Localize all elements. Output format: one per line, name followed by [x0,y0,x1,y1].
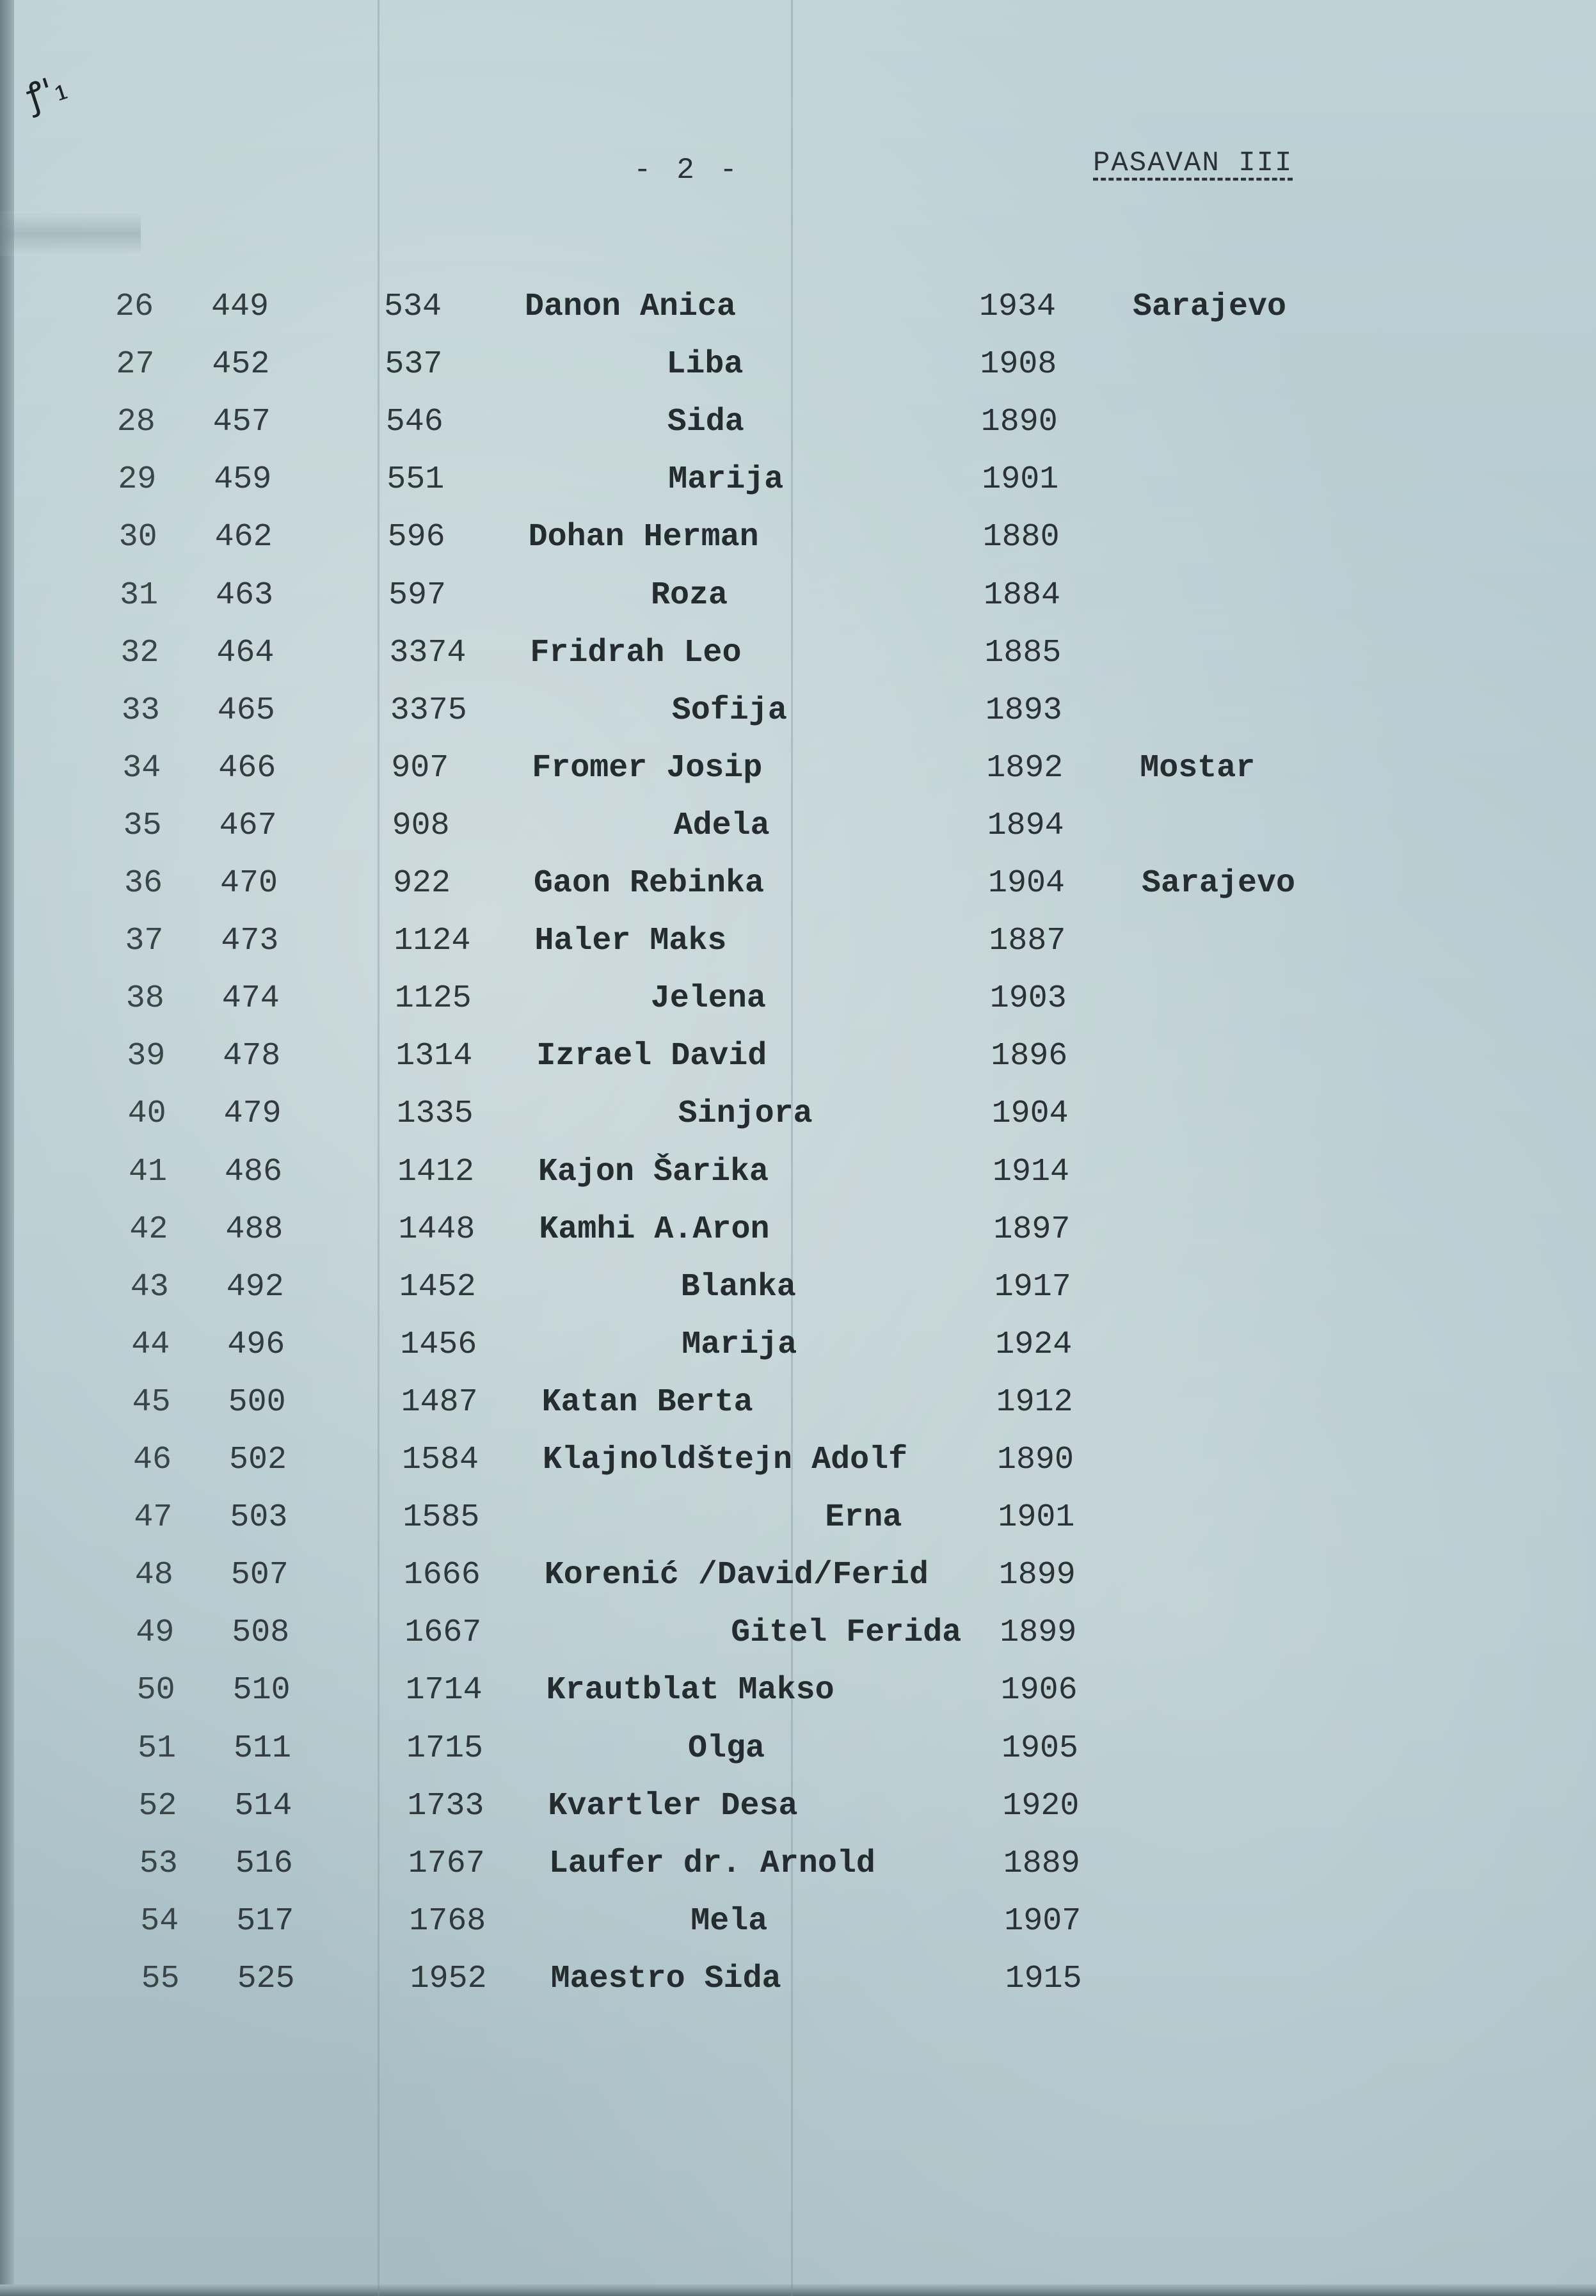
row-number: 49 [136,1614,175,1652]
row-number: 30 [118,519,157,556]
row-number: 50 [136,1672,175,1709]
person-name: Klajnoldštejn Adolf [543,1442,908,1478]
row-number: 42 [129,1211,168,1248]
record-number: 479 [223,1096,282,1133]
birth-year: 1889 [1003,1845,1080,1882]
birth-year: 1905 [1001,1730,1079,1767]
person-name: Gaon Rebinka [534,865,765,902]
birth-year: 1904 [991,1096,1069,1133]
file-number: 596 [387,519,445,556]
paper-fold-shadow [0,211,141,256]
birth-year: 1934 [979,289,1057,325]
file-number: 907 [391,749,449,786]
person-name: Fridrah Leo [530,634,742,671]
person-name: Erna [825,1499,902,1536]
person-name: Marija [682,1326,797,1363]
birth-year: 1915 [1005,1960,1082,1997]
person-name: Marija [668,461,784,498]
record-number: 470 [220,865,278,902]
series-title: PASAVAN III [1093,147,1293,179]
birth-year: 1904 [988,865,1065,902]
person-name: Blanka [680,1268,796,1305]
record-number: 525 [237,1960,295,1997]
table-row [24,1842,1596,1886]
record-number: 511 [234,1730,292,1767]
place-name: Sarajevo [1142,865,1296,902]
table-row [9,861,1596,906]
row-number: 55 [141,1960,180,1997]
birth-year: 1890 [980,404,1058,441]
row-number: 53 [139,1845,178,1882]
file-number: 1412 [397,1153,475,1190]
person-name: Liba [666,346,744,383]
table-row [4,573,1596,618]
record-number: 502 [229,1442,287,1478]
person-name: Kvartler Desa [548,1787,798,1824]
person-name: Adela [673,807,770,844]
record-number: 514 [234,1787,292,1824]
birth-year: 1893 [985,692,1062,729]
record-number: 516 [235,1845,293,1882]
table-row [14,1208,1596,1252]
birth-year: 1903 [989,980,1067,1017]
person-name: Krautblat Makso [546,1672,834,1709]
row-number: 52 [138,1787,177,1824]
birth-year: 1896 [991,1038,1068,1075]
file-number: 1733 [407,1787,484,1824]
row-number: 27 [116,346,155,383]
person-name: Katan Berta [541,1383,753,1421]
person-name: Dohan Herman [528,519,759,556]
birth-year: 1897 [993,1211,1071,1248]
table-row [8,804,1596,849]
record-number: 474 [221,980,280,1017]
record-number: 467 [219,807,277,844]
file-number: 1125 [394,980,472,1017]
file-number: 1584 [402,1442,479,1478]
record-number: 508 [232,1614,290,1652]
row-number: 29 [118,461,157,498]
table-row [26,1957,1596,2002]
person-name: Danon Anica [525,289,737,325]
row-number: 35 [123,807,162,844]
file-number: 1767 [408,1845,485,1882]
person-name: Roza [651,577,728,614]
record-number: 503 [230,1499,288,1536]
birth-year: 1901 [982,461,1059,498]
row-number: 36 [124,865,163,902]
table-row [13,1092,1596,1136]
page-number: - 2 - [634,154,742,187]
file-number: 1452 [399,1268,476,1305]
birth-year: 1924 [995,1326,1073,1363]
birth-year: 1887 [989,923,1066,960]
person-name: Mela [690,1902,768,1940]
record-number: 462 [214,519,273,556]
table-row [20,1611,1596,1655]
file-number: 1666 [403,1557,481,1594]
birth-year: 1899 [1000,1614,1077,1652]
person-name: Haler Maks [534,923,727,960]
table-row [5,631,1596,676]
record-number: 449 [211,289,269,325]
person-name: Izrael David [536,1038,767,1075]
person-name: Korenić /David/Ferid [544,1557,929,1594]
row-number: 37 [125,923,164,960]
file-number: 3374 [389,634,467,671]
birth-year: 1908 [980,346,1057,383]
record-number: 510 [232,1672,291,1709]
place-name: Sarajevo [1133,289,1287,325]
birth-year: 1914 [993,1153,1070,1190]
birth-year: 1920 [1002,1787,1080,1824]
row-number: 44 [131,1326,170,1363]
file-number: 1585 [403,1499,480,1536]
birth-year: 1892 [986,749,1064,786]
table-row [23,1784,1596,1829]
table-row [3,458,1596,502]
birth-year: 1907 [1004,1902,1081,1940]
file-number: 1714 [405,1672,483,1709]
file-number: 551 [387,461,445,498]
page-bottom-edge [0,2284,1596,2296]
record-number: 500 [228,1383,286,1421]
person-name: Sida [667,404,744,441]
birth-year: 1901 [998,1499,1075,1536]
file-number: 1667 [404,1614,482,1652]
birth-year: 1912 [996,1383,1073,1421]
table-row [11,977,1596,1021]
table-row [12,1034,1596,1079]
file-number: 1448 [398,1211,475,1248]
file-number: 1715 [406,1730,484,1767]
file-number: 534 [384,289,442,325]
table-row [22,1726,1596,1771]
table-row [19,1495,1596,1540]
file-number: 3375 [390,692,467,729]
record-number: 492 [226,1268,284,1305]
handwritten-mark: ꝭ'₁ [21,66,74,118]
row-number: 46 [133,1442,172,1478]
person-name: Maestro Sida [550,1960,781,1997]
row-number: 34 [122,749,161,786]
row-number: 54 [140,1902,179,1940]
record-number: 486 [225,1153,283,1190]
record-number: 466 [218,749,276,786]
record-number: 457 [212,404,271,441]
person-name: Olga [688,1730,765,1767]
record-number: 459 [214,461,272,498]
row-number: 43 [130,1268,169,1305]
person-name: Sinjora [678,1096,813,1133]
file-number: 1456 [400,1326,477,1363]
record-number: 517 [236,1902,294,1940]
birth-year: 1890 [997,1442,1074,1478]
record-number: 496 [227,1326,285,1363]
birth-year: 1906 [1000,1672,1078,1709]
table-row [16,1323,1596,1367]
person-name: Sofija [671,692,787,729]
table-row [1,342,1596,387]
birth-year: 1917 [994,1268,1071,1305]
file-number: 537 [385,346,443,383]
file-number: 597 [388,577,447,614]
row-number: 28 [116,404,156,441]
table-row [6,689,1596,733]
table-row [17,1380,1596,1425]
place-name: Mostar [1140,749,1256,786]
file-number: 1124 [394,923,471,960]
record-number: 488 [225,1211,283,1248]
file-number: 546 [385,404,443,441]
table-row [0,285,1596,330]
person-name: Kajon Šarika [538,1153,769,1190]
file-number: 1487 [401,1383,478,1421]
person-name: Gitel Ferida [731,1614,962,1652]
row-number: 47 [134,1499,173,1536]
record-number: 464 [216,634,275,671]
row-number: 45 [132,1383,171,1421]
table-row [20,1553,1596,1598]
person-name: Jelena [650,980,766,1017]
person-name: Kamhi A.Aron [539,1211,770,1248]
person-name: Fromer Josip [532,749,763,786]
table-row [22,1668,1596,1713]
table-row [7,746,1596,791]
row-number: 32 [120,634,159,671]
record-number: 478 [223,1038,281,1075]
row-number: 41 [129,1153,168,1190]
row-number: 26 [115,289,154,325]
person-name: Laufer dr. Arnold [548,1845,875,1882]
row-number: 39 [127,1038,166,1075]
record-number: 452 [212,346,270,383]
record-number: 473 [221,923,279,960]
row-number: 48 [134,1557,173,1594]
table-row [4,515,1596,560]
table-row [18,1438,1596,1483]
birth-year: 1899 [998,1557,1076,1594]
birth-year: 1884 [984,577,1061,614]
table-row [15,1265,1596,1310]
table-row [2,400,1596,445]
row-number: 33 [121,692,160,729]
row-number: 38 [125,980,164,1017]
row-number: 40 [127,1096,166,1133]
row-number: 51 [138,1730,177,1767]
birth-year: 1894 [987,807,1064,844]
table-row [13,1150,1596,1195]
table-row [10,919,1596,964]
file-number: 1768 [409,1902,486,1940]
file-number: 1314 [395,1038,473,1075]
birth-year: 1885 [984,634,1062,671]
record-number: 463 [216,577,274,614]
record-number: 465 [217,692,275,729]
file-number: 1952 [410,1960,487,1997]
file-number: 922 [393,865,451,902]
record-number: 507 [230,1557,289,1594]
birth-year: 1880 [982,519,1060,556]
row-number: 31 [120,577,159,614]
file-number: 908 [392,807,450,844]
file-number: 1335 [396,1096,474,1133]
table-row [25,1899,1596,1944]
